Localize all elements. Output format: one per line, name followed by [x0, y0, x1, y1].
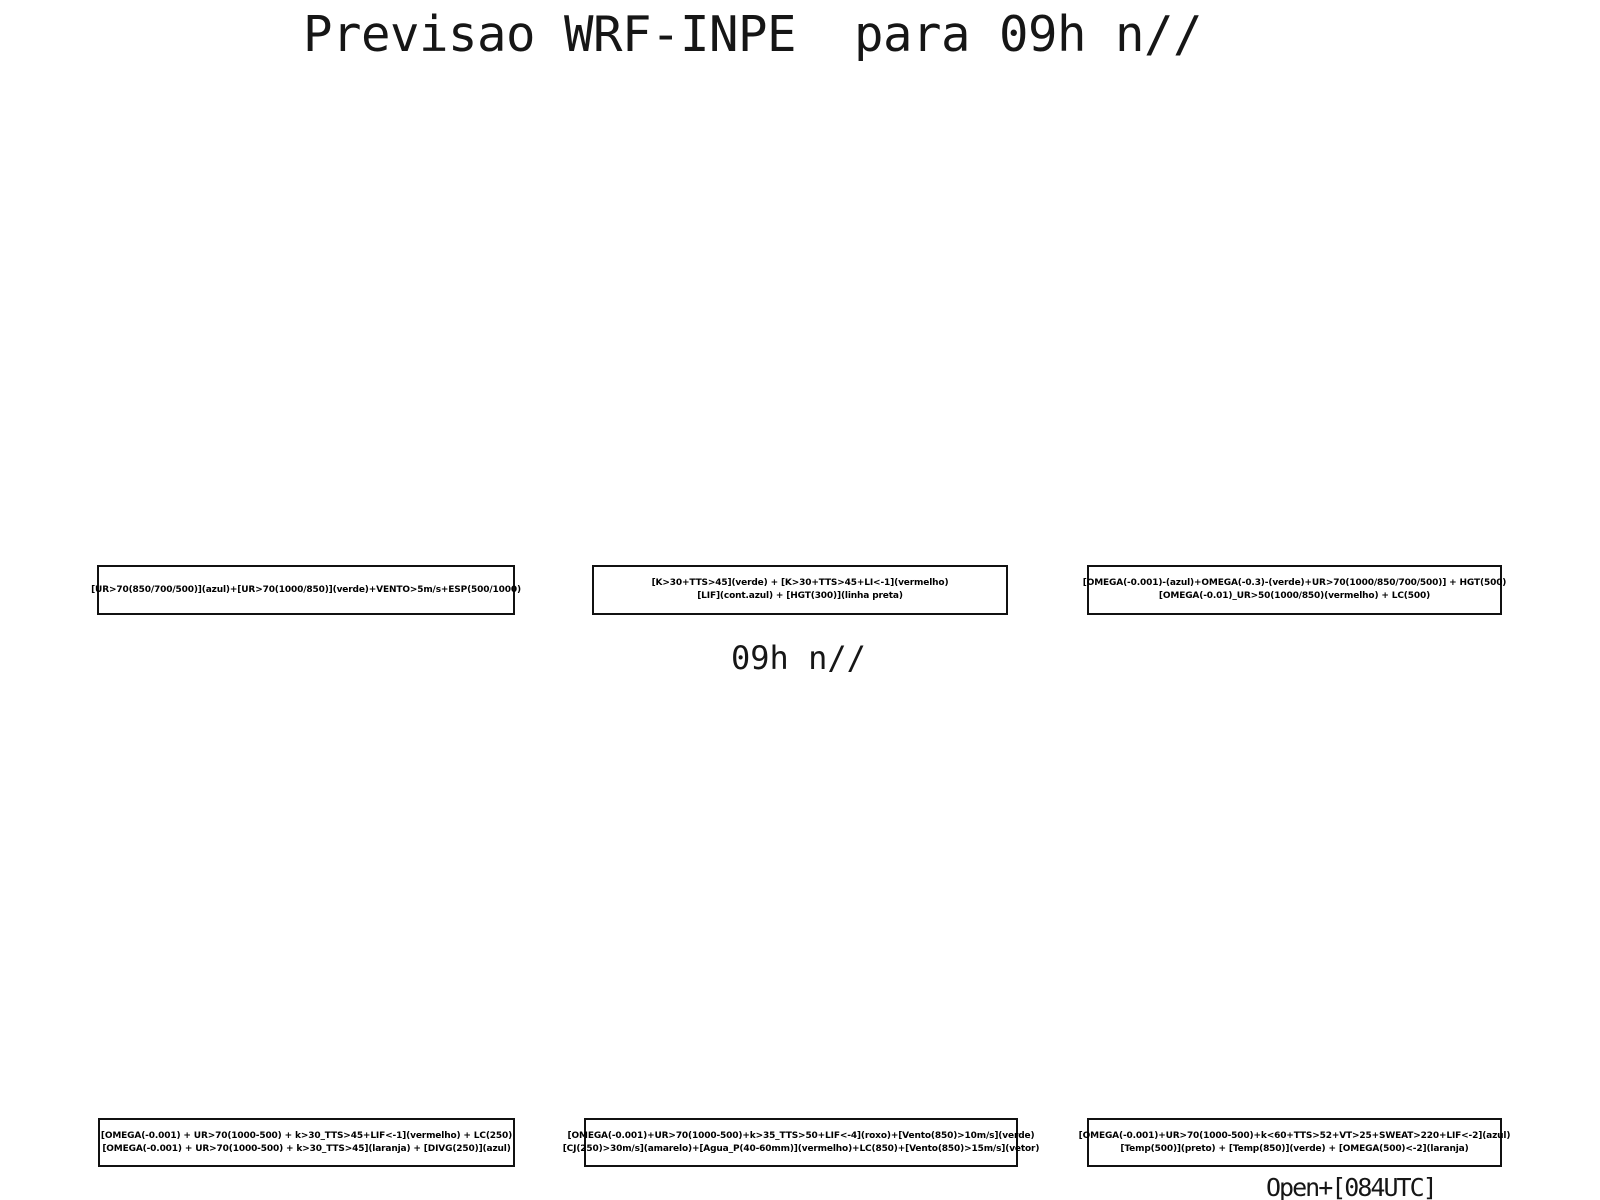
legend-box-bottom-middle: [562, 1118, 1040, 1167]
legend-line: [OMEGA(-0.001)+UR>70(1000-500)+k<60+TTS>52+VT>25+SWEAT>220+LIF<-2](azul): [1078, 1130, 1511, 1141]
legend-box-top-middle: [592, 565, 1008, 615]
legend-box-top-right: [1082, 565, 1507, 615]
legend-line: [OMEGA(-0.001) + UR>70(1000-500) + k>30_TTS>45+LIF<-1](vermelho) + LC(250): [100, 1130, 513, 1141]
legend-line: [OMEGA(-0.01)_UR>50(1000/850)(vermelho) + LC(500): [1158, 591, 1431, 601]
legend-line: [OMEGA(-0.001)-(azul)+OMEGA(-0.3)-(verde)+UR>70(1000/850/700/500)] + HGT(500): [1082, 578, 1507, 588]
legend-box-top-left: [91, 565, 521, 615]
legend-line: [UR>70(850/700/500)](azul)+[UR>70(1000/850)](verde)+VENTO>5m/s+ESP(500/1000): [91, 584, 521, 595]
legend-box-bottom-left: [98, 1118, 515, 1167]
legend-line: [LIF](cont.azul) + [HGT(300)](linha preta): [697, 591, 903, 601]
legend-line: [K>30+TTS>45](verde) + [K>30+TTS>45+LI<-1](vermelho): [651, 578, 949, 588]
legend-line: [OMEGA(-0.001)+UR>70(1000-500)+k>35_TTS>50+LIF<-4](roxo)+[Vento(850)>10m/s](verde): [567, 1130, 1035, 1141]
page-title: Previsao WRF-INPE para 09h n//: [303, 6, 1203, 63]
panel-caption: 09h n//: [731, 639, 866, 677]
legend-box-bottom-right: [1078, 1118, 1511, 1167]
legend-line: [OMEGA(-0.001) + UR>70(1000-500) + k>30_TTS>45](laranja) + [DIVG(250)](azul): [102, 1143, 511, 1154]
legend-line: [CJ(250)>30m/s](amarelo)+[Agua_P(40-60mm)](vermelho)+LC(850)+[Vento(850)>15m/s](vetor): [562, 1143, 1040, 1154]
footer-timestamp: Open+[084UTC]: [1266, 1173, 1436, 1200]
legend-line: [Temp(500)](preto) + [Temp(850)](verde) + [OMEGA(500)<-2](laranja): [1120, 1143, 1469, 1154]
